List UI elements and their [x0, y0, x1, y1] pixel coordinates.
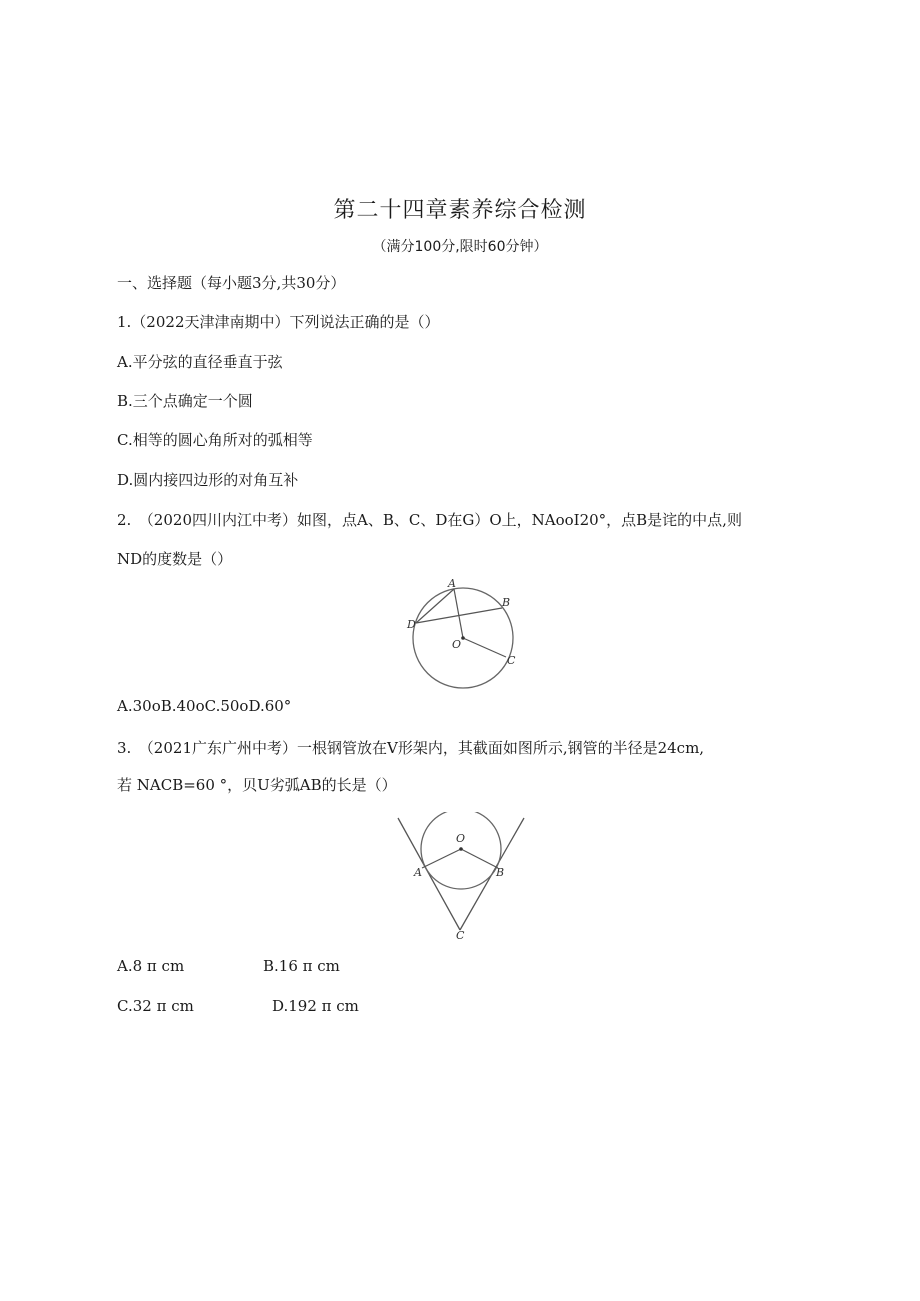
question-3-stem-line-2: 若 NACB=60 °，贝U劣弧AB的长是（） [117, 776, 397, 794]
question-2-figure [398, 575, 528, 693]
label-o: O [456, 832, 466, 845]
question-2-options: A.30oB.40oC.50oD.60° [117, 697, 292, 715]
question-3-stem-line-1: 3. （2021广东广州中考）一根钢管放在V形架内，其截面如图所示,钢管的半径是24cm, [117, 739, 705, 757]
question-3-option-a: A.8 π cm [117, 957, 185, 975]
segment-oa [422, 849, 461, 868]
label-c: C [456, 929, 465, 942]
point-o [459, 847, 463, 851]
question-2-stem-line-2: ND的度数是（） [117, 550, 233, 568]
segment-ob [461, 849, 498, 868]
question-3-option-b: B.16 π cm [263, 957, 340, 975]
section-heading: 一、选择题（每小题3分,共30分） [117, 274, 346, 292]
question-1-stem: 1.（2022天津津南期中）下列说法正确的是（） [117, 313, 440, 331]
question-1-option-a: A.平分弦的直径垂直于弦 [117, 353, 283, 371]
segment-ao [454, 589, 463, 638]
label-b: B [496, 866, 505, 879]
page-subtitle: （满分100分,限时60分钟） [372, 239, 548, 255]
page-title: 第二十四章素养综合检测 [333, 198, 587, 223]
question-1-option-b: B.三个点确定一个圆 [117, 392, 253, 410]
label-d: D [407, 618, 416, 631]
question-1-option-d: D.圆内接四边形的对角互补 [117, 471, 299, 489]
question-3-figure [392, 812, 530, 942]
question-3-option-d: D.192 π cm [272, 997, 359, 1015]
label-b: B [502, 596, 511, 609]
label-o: O [452, 638, 462, 651]
label-a: A [448, 577, 456, 590]
question-3-option-c: C.32 π cm [117, 997, 194, 1015]
question-2-stem-line-1: 2. （2020四川内江中考）如图，点A、B、C、D在G）O上，NAooI20°，点B是诧的中点,则 [117, 511, 742, 529]
label-a: A [414, 866, 422, 879]
question-1-option-c: C.相等的圆心角所对的弧相等 [117, 431, 313, 449]
segment-oc [463, 638, 506, 657]
point-o [461, 636, 465, 640]
label-c: C [507, 654, 516, 667]
segment-db [416, 608, 502, 623]
